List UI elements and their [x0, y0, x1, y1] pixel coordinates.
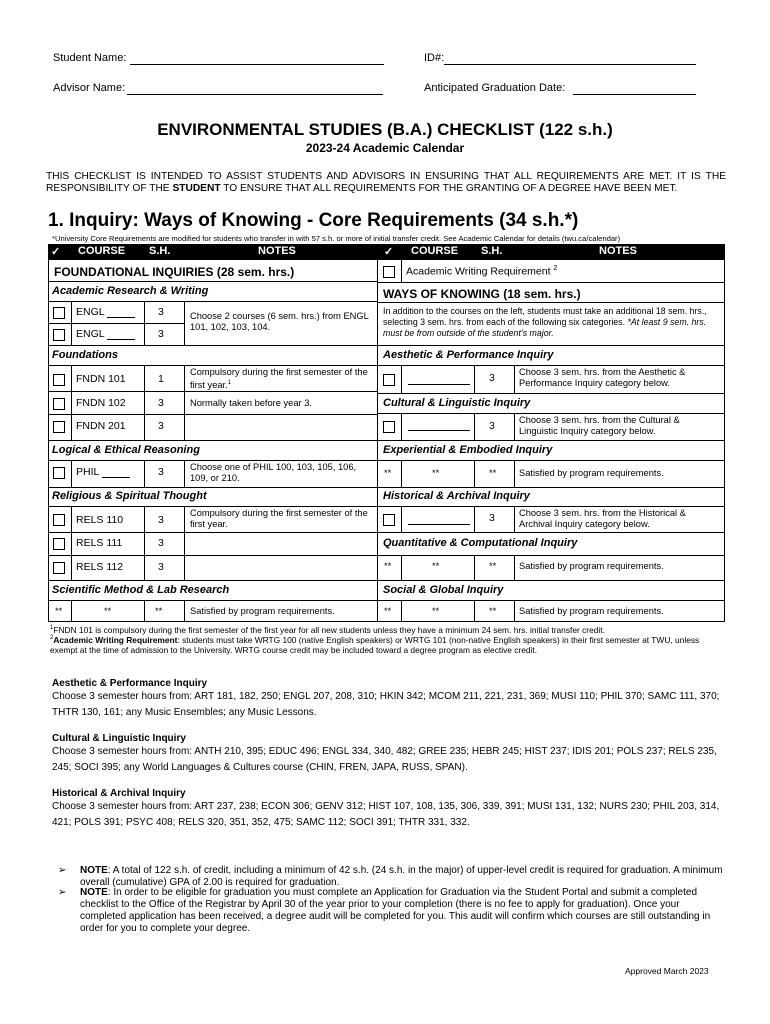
section-heading: 1. Inquiry: Ways of Knowing - Core Requirements (34 s.h.*)	[48, 210, 579, 231]
fndn101-note: Compulsory during the first semester of the first year.$^1$	[190, 367, 368, 391]
cultural-course-field[interactable]	[408, 419, 470, 431]
arrow-bullet-icon: ➢	[58, 887, 67, 898]
rels112-checkbox[interactable]	[53, 562, 65, 574]
footnote-2: $^2$Academic Writing Requirement: students must take WRTG 100 (native English speakers) or WRTG 101 (non-native English speakers) in their first semester at TWU, unless exempt at the time of admission to the University. WRTG course credit may be included toward a degree program as elective credit.	[50, 634, 700, 655]
historical-note: Choose 3 sem. hrs. from the Historical & Archival Inquiry category below.	[519, 508, 686, 529]
student-name-label: Student Name:	[53, 52, 127, 64]
exp-star-check: **	[384, 468, 392, 478]
course-header: COURSE	[78, 245, 126, 257]
fndn102-sh: 3	[158, 397, 164, 409]
sci-star-check: **	[55, 606, 63, 616]
fndn102-course: FNDN 102	[76, 397, 126, 409]
social-heading: Social & Global Inquiry	[383, 584, 504, 596]
aesthetic-course-field[interactable]	[408, 373, 470, 385]
quantitative-heading: Quantitative & Computational Inquiry	[383, 537, 578, 549]
s-note: Satisfied by program requirements.	[519, 606, 664, 616]
center-divider	[377, 260, 378, 622]
rels111-course: RELS 111	[76, 537, 123, 549]
fndn101-sh: 1	[158, 373, 164, 385]
exp-note: Satisfied by program requirements.	[519, 468, 664, 478]
advisor-name-label: Advisor Name:	[53, 82, 126, 94]
id-field[interactable]	[444, 64, 696, 65]
sh-header: S.H.	[149, 245, 171, 257]
fndn102-note: Normally taken before year 3.	[190, 398, 312, 408]
wok-heading: WAYS OF KNOWING (18 sem. hrs.)	[383, 287, 581, 301]
fndn101-course: FNDN 101	[76, 373, 126, 385]
section-note: *University Core Requirements are modified for students who transfer in with 57 s.h. or more of initial transfer credit. See Academic Calendar for details (twu.ca/calendar)	[52, 234, 621, 243]
sci-star-sh: **	[155, 606, 163, 616]
phil-sh: 3	[158, 466, 164, 478]
logical-heading: Logical & Ethical Reasoning	[52, 444, 200, 456]
foundational-heading: FOUNDATIONAL INQUIRIES (28 sem. hrs.)	[54, 265, 295, 279]
historical-checkbox[interactable]	[383, 514, 395, 526]
category-aesthetic-title: Aesthetic & Performance Inquiry	[52, 678, 208, 689]
academic-research-heading: Academic Research & Writing	[52, 285, 209, 297]
wok-text: In addition to the courses on the left, students must take an additional 18 sem. hrs., selecting 3 sem. hrs. from each of the following six categories. *At least 9 sem. hrs. must be from outside of the student’s major.	[383, 306, 707, 338]
fndn102-checkbox[interactable]	[53, 398, 65, 410]
exp-star-sh: **	[489, 468, 497, 478]
aesthetic-checkbox[interactable]	[383, 374, 395, 386]
rels110-note: Compulsory during the first semester of the first year.	[190, 508, 368, 529]
note-1: ➢ NOTE: A total of 122 s.h. of credit, including a minimum of 42 s.h. (24 s.h. in the major) of upper-level credit is required for graduation. A minimum overall (cumulative) GPA of 2.00 is required for graduation.	[58, 865, 723, 888]
rels111-sh: 3	[158, 537, 164, 549]
s-star-sh: **	[489, 606, 497, 616]
exp-star-course: **	[432, 468, 440, 478]
category-cultural-title: Cultural & Linguistic Inquiry	[52, 733, 186, 744]
footnote-1: $^1$FNDN 101 is compulsory during the first semester of the first year for all new students unless they have a minimum 24 sem. hrs. initial transfer credit.	[50, 624, 605, 635]
cultural-sh: 3	[489, 420, 495, 432]
s-star-check: **	[384, 606, 392, 616]
sci-star-course: **	[104, 606, 112, 616]
aesthetic-heading: Aesthetic & Performance Inquiry	[383, 349, 554, 361]
fndn101-checkbox[interactable]	[53, 374, 65, 386]
category-historical-title: Historical & Archival Inquiry	[52, 788, 186, 799]
awr-label: Academic Writing Requirement $^2$	[406, 265, 558, 278]
advisor-name-field[interactable]	[127, 94, 383, 95]
check-header-icon: ✓	[51, 246, 61, 258]
experiential-heading: Experiential & Embodied Inquiry	[383, 444, 553, 456]
rels111-checkbox[interactable]	[53, 538, 65, 550]
engl-2-checkbox[interactable]	[53, 329, 65, 341]
rels110-checkbox[interactable]	[53, 514, 65, 526]
foundations-heading: Foundations	[52, 349, 118, 361]
sci-note: Satisfied by program requirements.	[190, 606, 335, 616]
fndn201-checkbox[interactable]	[53, 421, 65, 433]
s-star-course: **	[432, 606, 440, 616]
rels110-sh: 3	[158, 514, 164, 526]
graduation-date-label: Anticipated Graduation Date:	[424, 82, 566, 94]
engl-2-sh: 3	[158, 328, 164, 340]
graduation-date-field[interactable]	[573, 94, 696, 95]
phil-checkbox[interactable]	[53, 467, 65, 479]
category-historical	[52, 788, 722, 831]
notes-header-right: NOTES	[599, 245, 637, 257]
sh-header-right: S.H.	[481, 245, 503, 257]
engl-1-sh: 3	[158, 306, 164, 318]
religious-heading: Religious & Spiritual Thought	[52, 490, 207, 502]
engl-note: Choose 2 courses (6 sem. hrs.) from ENGL 101, 102, 103, 104.	[190, 311, 369, 332]
aesthetic-sh: 3	[489, 372, 495, 384]
scientific-heading: Scientific Method & Lab Research	[52, 584, 230, 596]
page-subtitle: 2023-24 Academic Calendar	[305, 141, 465, 155]
historical-course-field[interactable]	[408, 513, 470, 525]
category-aesthetic	[52, 678, 722, 721]
q-note: Satisfied by program requirements.	[519, 561, 664, 571]
aesthetic-note: Choose 3 sem. hrs. from the Aesthetic & Performance Inquiry category below.	[519, 367, 686, 388]
note-2: ➢ NOTE: In order to be eligible for graduation you must complete an Application for Graduation via the Student Portal and submit a completed checklist to the Office of the Registrar by April 30 of the year prior to your completion (there is no fee to apply for graduation). Once your completed application has been received, a degree audit will be completed for you. This audit will confirm which courses are still outstanding in order for you to complete your degree.	[58, 887, 711, 934]
arrow-bullet-icon: ➢	[58, 865, 67, 876]
engl-1-course[interactable]: ENGL	[76, 306, 135, 318]
course-header-right: COURSE	[411, 245, 459, 257]
cultural-checkbox[interactable]	[383, 421, 395, 433]
rels112-course: RELS 112	[76, 561, 124, 573]
category-cultural	[52, 733, 722, 776]
check-header-icon-right: ✓	[384, 246, 394, 258]
phil-course[interactable]: PHIL	[76, 466, 130, 478]
q-star-check: **	[384, 561, 392, 571]
student-name-field[interactable]	[130, 64, 384, 65]
cultural-note: Choose 3 sem. hrs. from the Cultural & Linguistic Inquiry category below.	[519, 415, 680, 436]
intro-paragraph: THIS CHECKLIST IS INTENDED TO ASSIST STUDENTS AND ADVISORS IN ENSURING THAT ALL REQUIREMENTS ARE MET. IT IS THE RESPONSIBILITY OF THE STUDENT TO ENSURE THAT ALL REQUIREMENTS FOR THE GRANTING OF A DEGREE HAVE BEEN MET.	[46, 171, 726, 194]
category-aesthetic-text: Choose 3 semester hours from: ART 181, 182, 250; ENGL 207, 208, 310; HKIN 342; MCOM 211, 221, 231, 369; MUSI 110; PHIL 370; SAMC 111, 370; THTR 130, 161; any Music Ensembles; any Music Lessons.	[52, 691, 720, 718]
cultural-heading: Cultural & Linguistic Inquiry	[383, 397, 531, 409]
category-cultural-text: Choose 3 semester hours from: ANTH 210, 395; EDUC 496; ENGL 334, 340, 482; GREE 235; HEBR 245; HIST 237; IDIS 201; POLS 237; RELS 235, 245; SOCI 395; any World Languages & Cultures course (CHIN, FREN, JAPA, RUSS, SPAN).	[52, 746, 717, 773]
rels110-course: RELS 110	[76, 514, 124, 526]
engl-2-course[interactable]: ENGL	[76, 328, 135, 340]
page-title: ENVIRONMENTAL STUDIES (B.A.) CHECKLIST (122 s.h.)	[157, 120, 613, 139]
notes-header: NOTES	[258, 245, 296, 257]
q-star-sh: **	[489, 561, 497, 571]
awr-checkbox[interactable]	[383, 266, 395, 278]
approved-date: Approved March 2023	[625, 966, 709, 976]
fndn201-sh: 3	[158, 420, 164, 432]
q-star-course: **	[432, 561, 440, 571]
fndn201-course: FNDN 201	[76, 420, 126, 432]
category-historical-text: Choose 3 semester hours from: ART 237, 238; ECON 306; GENV 312; HIST 107, 108, 135, 306, 339, 391; MUSI 131, 132; NURS 230; PHIL 203, 314, 421; POLS 391; PSYC 408; RELS 320, 351, 352, 475; SAMC 112; SOCI 391; THTR 331, 332.	[52, 801, 720, 828]
id-label: ID#:	[424, 52, 445, 64]
rels112-sh: 3	[158, 561, 164, 573]
engl-1-checkbox[interactable]	[53, 307, 65, 319]
table-header	[48, 244, 725, 260]
phil-note: Choose one of PHIL 100, 103, 105, 106, 109, or 210.	[190, 462, 357, 483]
historical-heading: Historical & Archival Inquiry	[383, 490, 530, 502]
historical-sh: 3	[489, 512, 495, 524]
